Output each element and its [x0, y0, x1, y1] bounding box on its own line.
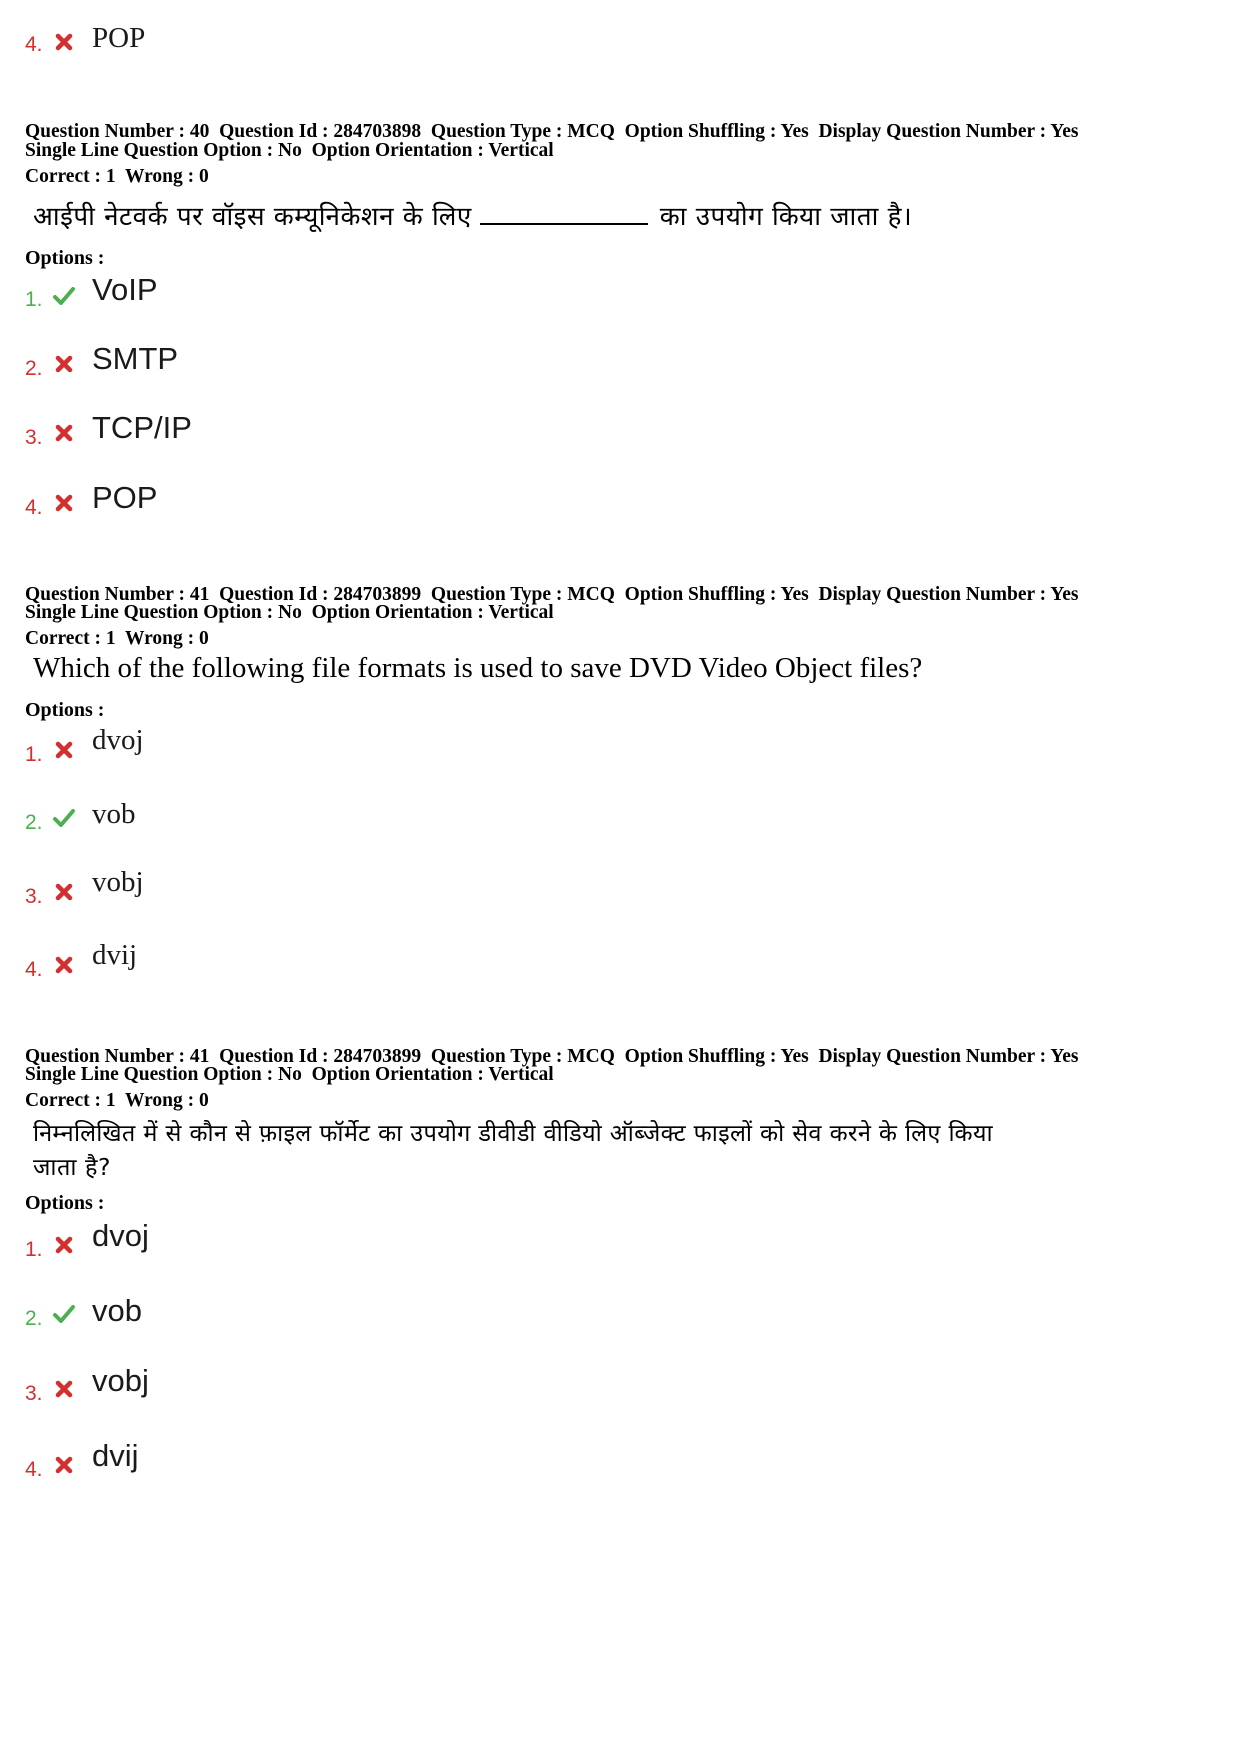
fill-in-blank [480, 199, 648, 225]
cross-icon [52, 30, 76, 54]
question-text-part2: का उपयोग किया जाता है। [659, 202, 913, 232]
question-text-line1: निम्नलिखित में से कौन से फ़ाइल फॉर्मेट का उपयोग डीवीडी वीडियो ऑब्जेक्ट फाइलों को सेव करने के लिए किया [33, 1119, 993, 1147]
score-line: Correct : 1 Wrong : 0 [25, 1090, 209, 1111]
option-number: 3. [25, 885, 43, 908]
option-number: 3. [25, 1382, 43, 1405]
cross-icon [52, 352, 76, 376]
option-text: vobj [92, 866, 144, 898]
options-label: Options : [25, 1192, 105, 1214]
option-text: TCP/IP [92, 410, 192, 445]
option-number: 4. [25, 1458, 43, 1481]
score-line: Correct : 1 Wrong : 0 [25, 628, 209, 649]
option-number: 2. [25, 357, 43, 380]
option-number: 2. [25, 1307, 43, 1330]
check-icon [52, 1302, 76, 1326]
cross-icon [52, 953, 76, 977]
question-meta-line1: Question Number : 40 Question Id : 284703898 Question Type : MCQ Option Shuffling : Yes Display Question Number : Yes [25, 121, 1079, 142]
question-text: Which of the following file formats is used to save DVD Video Object files? [33, 652, 923, 684]
option-number: 1. [25, 743, 43, 766]
option-text: vobj [92, 1363, 149, 1398]
cross-icon [52, 1233, 76, 1257]
option-number: 4. [25, 958, 43, 981]
option-number: 4. [25, 496, 43, 519]
options-label: Options : [25, 247, 105, 269]
question-text [33, 197, 912, 233]
option-text: dvij [92, 1438, 139, 1473]
question-text-line2: जाता है? [33, 1153, 111, 1181]
option-number: 1. [25, 1238, 43, 1261]
question-text-part1: आईपी नेटवर्क पर वॉइस कम्यूनिकेशन के लिए [33, 202, 472, 232]
option-number: 3. [25, 426, 43, 449]
cross-icon [52, 880, 76, 904]
cross-icon [52, 1453, 76, 1477]
cross-icon [52, 421, 76, 445]
option-number: 1. [25, 288, 43, 311]
question-meta-line1: Question Number : 41 Question Id : 284703899 Question Type : MCQ Option Shuffling : Yes Display Question Number : Yes [25, 1046, 1079, 1067]
option-number: 4. [25, 33, 43, 56]
option-text: vob [92, 1293, 142, 1328]
score-line: Correct : 1 Wrong : 0 [25, 166, 209, 187]
option-text: dvij [92, 939, 138, 971]
option-text: dvoj [92, 724, 144, 756]
question-meta-line2: Single Line Question Option : No Option Orientation : Vertical [25, 140, 554, 161]
check-icon [52, 284, 76, 308]
option-text: POP [92, 480, 158, 515]
question-meta-line2: Single Line Question Option : No Option Orientation : Vertical [25, 602, 554, 623]
option-text: VoIP [92, 272, 158, 307]
option-text: vob [92, 798, 136, 830]
check-icon [52, 806, 76, 830]
cross-icon [52, 491, 76, 515]
cross-icon [52, 1377, 76, 1401]
option-number: 2. [25, 811, 43, 834]
option-text: POP [92, 22, 146, 54]
options-label: Options : [25, 699, 105, 721]
option-text: dvoj [92, 1218, 149, 1253]
option-text: SMTP [92, 341, 179, 376]
cross-icon [52, 738, 76, 762]
question-meta-line2: Single Line Question Option : No Option Orientation : Vertical [25, 1064, 554, 1085]
question-meta-line1: Question Number : 41 Question Id : 284703899 Question Type : MCQ Option Shuffling : Yes Display Question Number : Yes [25, 584, 1079, 605]
